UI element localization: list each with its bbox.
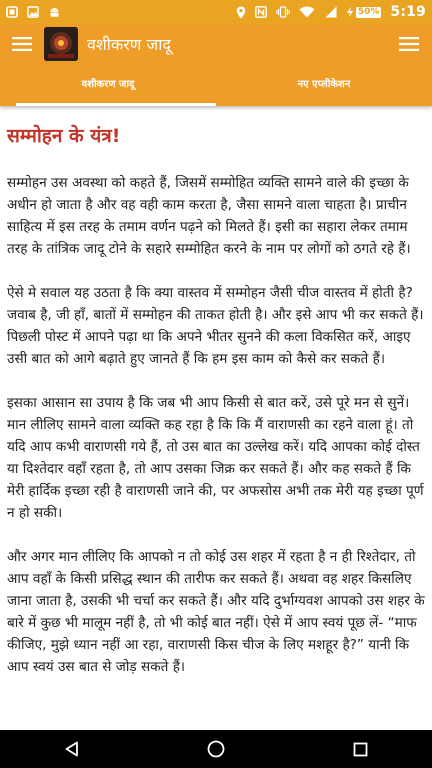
tab-label: नए एप्लीकेशन [297, 79, 351, 90]
tab-label: वशीकरण जादू [81, 79, 135, 90]
hamburger-icon [12, 37, 32, 51]
article-paragraph: सम्मोहन उस अवस्था को कहते हैं, जिसमें सम्मोहित व्यक्ति सामने वाले की इच्छा के अधीन हो जाता है और वह वही काम करता है, जैसा सामने वाला चाहता है। प्राचीन साहित्य में इस तरह के तमाम वर्णन पढ़ने को मिलते हैं। इसी का सहारा लेकर तमाम तरह के तांत्रिक जादू टोने के सहारे सम्मोहित करने के नाम पर लोगों को ठगते रहे हैं। [7, 175, 411, 257]
image-icon [27, 6, 39, 18]
status-bar [0, 0, 432, 24]
status-left-icons [6, 6, 61, 19]
location-icon [236, 6, 246, 19]
app-title: वशीकरण जादू [87, 35, 171, 54]
battery-charging-icon [346, 6, 354, 18]
nfc-icon [255, 6, 267, 18]
battery-indicator [346, 6, 382, 18]
battery-percent: 50% [357, 6, 380, 17]
app-logo [44, 27, 78, 61]
navigation-bar [0, 730, 432, 768]
hamburger-menu-button[interactable] [0, 24, 44, 64]
recents-square-icon [353, 742, 368, 757]
article-title: सम्मोहन के यंत्र! [7, 125, 121, 147]
tab-vashikaran-jadu[interactable] [0, 64, 216, 106]
home-circle-icon [207, 740, 225, 758]
article-paragraph: ऐसे मे सवाल यह उठता है कि क्या वास्तव में सम्मोहन जैसी चीज वास्तव में होती है? जवाब है, जी हाँ, बातों में सम्मोहन की ताकत होती है। और इसे आप भी कर सकते हैं। पिछली पोस्ट में आपने पढ़ा था कि अपने भीतर सुनने की कला विकसित करें, आइए उसी बात को आगे बढ़ाते हुए जानते हैं कि हम इस काम को कैसे कर सकते हैं। [7, 285, 424, 367]
overflow-menu-button[interactable] [386, 24, 432, 64]
wifi-icon [299, 6, 315, 18]
status-time: 5:19 [390, 4, 426, 20]
vibrate-icon [276, 6, 290, 18]
mobile-signal-icon [324, 6, 337, 18]
article-content[interactable] [0, 106, 432, 730]
status-right-icons [236, 4, 426, 20]
android-icon [48, 6, 61, 19]
recents-button[interactable] [330, 730, 390, 768]
menu-lines-icon [399, 37, 419, 51]
notification-icon [6, 6, 18, 18]
back-button[interactable] [42, 730, 102, 768]
app-bar [0, 24, 432, 64]
tab-new-applications[interactable] [216, 64, 432, 106]
back-triangle-icon [64, 741, 80, 757]
article-paragraph: इसका आसान सा उपाय है कि जब भी आप किसी से बात करें, उसे पूरे मन से सुनें। मान लीलिए सामने वाला व्यक्ति कह रहा है कि कि मैं वाराणसी का रहने वाला हूं। तो यदि आप कभी वाराणसी गये हैं, तो उस बात का उल्लेख करें। यदि आपका कोई दोस्त या दिश्तेदार वहाँ रहता है, तो आप उसका जिक्र कर सकते हैं। और कह सकते हैं कि मेरी हार्दिक इच्छा रही है वाराणसी जाने की, पर अफसोस अभी तक मेरी यह इच्छा पूर्ण न हो सकी। [7, 395, 424, 521]
tab-bar [0, 64, 432, 106]
home-button[interactable] [186, 730, 246, 768]
article-paragraph: और अगर मान लीलिए कि आपको न तो कोई उस शहर में रहता है न ही रिश्तेदार, तो आप वहाँ के किसी प्रसिद्ध स्थान की तारीफ कर सकते हैं। अथवा वह शहर किसलिए जाना जाता है, उसकी भी चर्चा कर सकते हैं। और यदि दुर्भाग्यवश आपको उस शहर के बारे में कुछ भी मालूम नहीं है, तो भी कोई बात नहीं। ऐसे में आप स्वयं पूछ लें- “माफ कीजिए, मुझे ध्यान नहीं आ रहा, वाराणसी किस चीज के लिए मशहूर है?” यानी कि आप स्वयं उस बात से जोड़ सकते हैं। [7, 549, 425, 675]
